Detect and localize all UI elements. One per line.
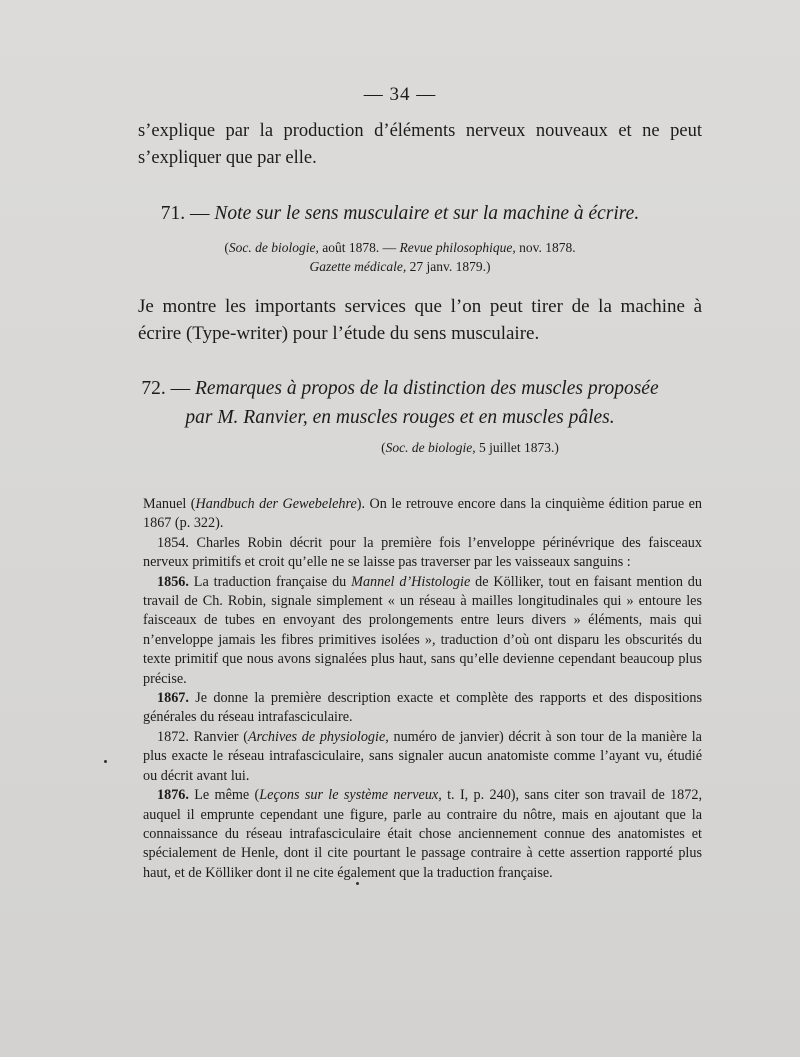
note-72-heading bbox=[0, 374, 800, 432]
source-paren-72: ( bbox=[381, 440, 386, 455]
history-p3: Je donne la première description exacte et complète des rapports et des dispositions générales du réseau intrafasciculaire. bbox=[143, 690, 702, 726]
history-paragraph-1872 bbox=[143, 728, 702, 786]
source-date-72: 5 juillet 1873.) bbox=[475, 440, 559, 455]
history-p2-a: La traduction française du bbox=[188, 573, 352, 590]
source-revue: Revue philosophique, bbox=[399, 240, 516, 255]
note-71-number: 71. — bbox=[160, 203, 215, 224]
source-date-1: août 1878. — bbox=[318, 240, 400, 255]
history-p5-c: t. I, p. 240), sans citer son travail de 1872, auquel il emprunte cependant une figure, parle au contraire du nôtre, mais en ajoutant que la connaissance du réseau intrafasciculaire était chose anciennement connue des anatomistes et spécialement de Henle, dont il cite pourtant le passage contraire à cette assertion rapporté plus haut, et de Kölliker dont il ne cite également que la traduction française. bbox=[143, 787, 702, 881]
history-text bbox=[143, 495, 702, 883]
history-paragraph-1867 bbox=[143, 689, 702, 728]
source-soc-biologie: Soc. de biologie, bbox=[228, 240, 319, 255]
history-p4-c: numéro de janvier) décrit à son tour de la manière la plus exacte le réseau intrafasciculaire, sans signaler aucun anatomiste comme l’ayant vu, étudié ou décrit avant lui. bbox=[143, 728, 702, 784]
note-71-body: Je montre les importants services que l’on peut tirer de la machine à écrire (Type-writer) pour l’étude du sens musculaire. bbox=[138, 296, 702, 344]
note-72-title-line2-pre: par bbox=[185, 407, 218, 428]
source-gazette: Gazette médicale, bbox=[309, 259, 407, 274]
history-year-1876: 1876. bbox=[157, 787, 189, 804]
note-71-title: Note sur le sens musculaire et sur la machine à écrire. bbox=[214, 203, 640, 224]
history-p0-c: ). On le retrouve encore dans la cinquième édition parue en 1867 (p. 322). bbox=[143, 496, 702, 532]
history-p4-a: 1872. Ranvier ( bbox=[157, 728, 248, 745]
history-p2-title: Mannel d’Histologie bbox=[351, 573, 471, 590]
note-72-title-line2-post: , en muscles rouges et en muscles pâles. bbox=[302, 407, 615, 428]
history-year-1867: 1867. bbox=[157, 690, 189, 707]
history-p0-title: Handbuch der Gewebelehre bbox=[195, 496, 357, 512]
history-paragraph-1856 bbox=[143, 573, 702, 689]
history-p5-title: Leçons sur le système nerveux, bbox=[259, 787, 442, 804]
history-year-1856: 1856. bbox=[157, 573, 189, 590]
history-p2-c: de Kölliker, tout en faisant mention du travail de Ch. Robin, signale simplement « un réseau à mailles longitudinales qui » entoure les faisceaux de tubes en envoyant des prolongements entre leurs divers » éléments, mais qui n’enveloppe jamais les fibres primitives isolées », traduction d’où ont disparu les obscurités du texte primitif que nous avons signalées plus haut, sans qu’elle devienne cependant beaucoup plus précise. bbox=[143, 573, 702, 687]
source-soc-biologie-72: Soc. de biologie, bbox=[385, 440, 476, 455]
source-date-3: 27 janv. 1879.) bbox=[406, 259, 491, 274]
note-72-title-line1: Remarques à propos de la distinction des muscles proposée bbox=[195, 378, 659, 399]
note-71-source bbox=[0, 238, 800, 276]
history-paragraph-0 bbox=[143, 495, 702, 534]
source-date-2: nov. 1878. bbox=[515, 240, 576, 255]
history-p5-a: Le même ( bbox=[188, 787, 260, 804]
page-number: — 34 — bbox=[363, 84, 437, 105]
history-paragraph-1876 bbox=[143, 786, 702, 883]
history-p0-a: Manuel ( bbox=[143, 496, 196, 512]
source-paren: ( bbox=[224, 240, 229, 255]
history-p4-title: Archives de physiologie, bbox=[247, 728, 389, 745]
note-72-title-name: M. Ranvier bbox=[217, 407, 303, 428]
history-paragraph-1854: 1854. Charles Robin décrit pour la première fois l’enveloppe périnévrique des faisceaux nerveux primitifs et croit qu’elle ne se laisse pas traverser par les vaisseaux sanguins : bbox=[143, 534, 702, 571]
note-72-number: 72. — bbox=[141, 378, 195, 399]
lead-paragraph: s’explique par la production d’éléments nerveux nouveaux et ne peut s’expliquer que par elle. bbox=[138, 121, 702, 168]
note-72-source bbox=[70, 438, 800, 457]
ink-speck bbox=[104, 760, 107, 763]
note-71-heading bbox=[0, 203, 800, 225]
ink-speck bbox=[356, 882, 359, 885]
